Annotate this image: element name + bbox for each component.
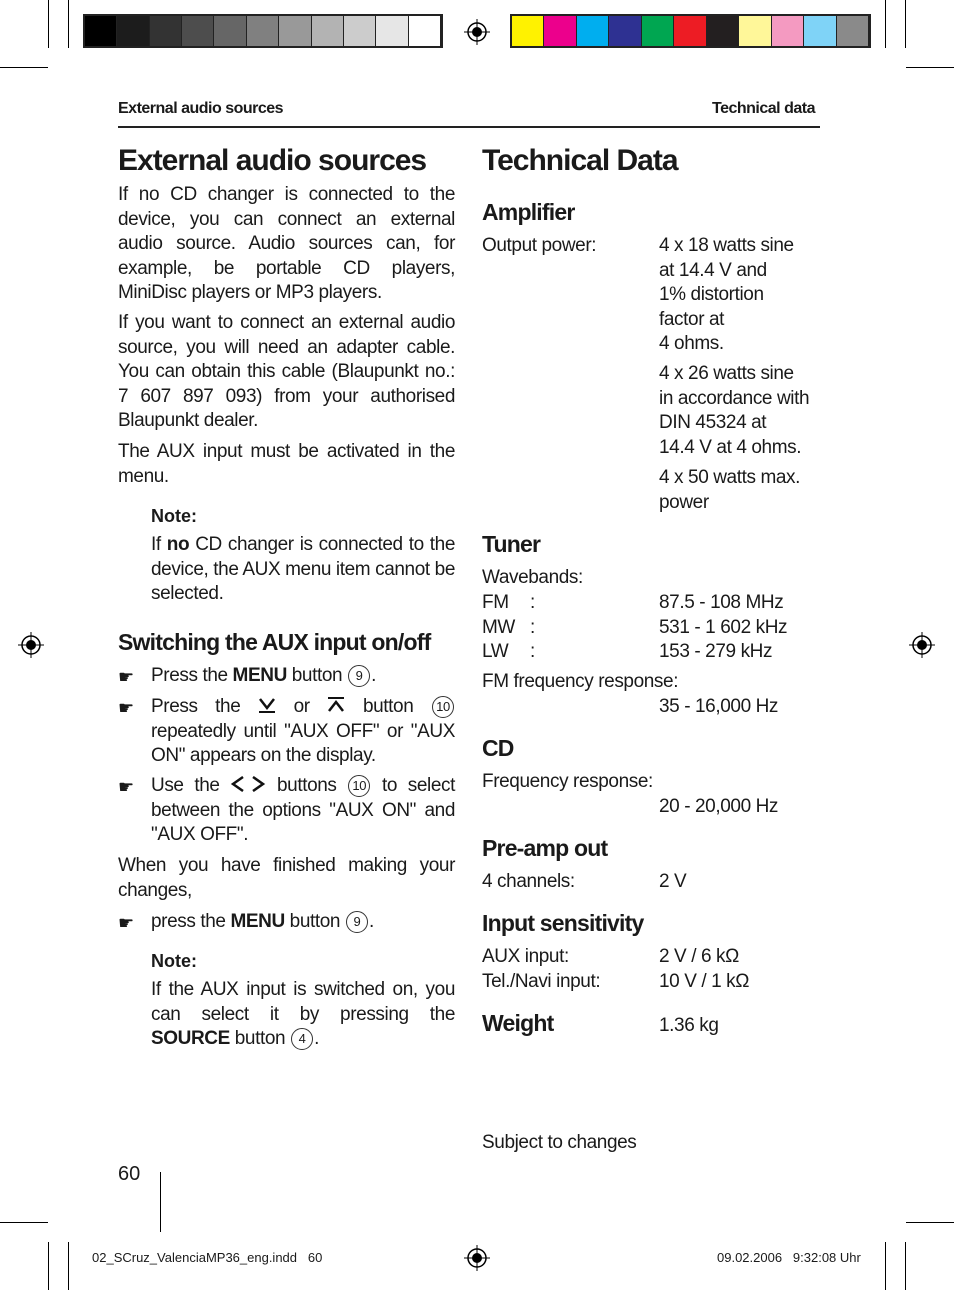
registration-mark-icon [909,632,935,658]
adapter-paragraph: If you want to connect an external audio source, you will need an adapter cable. You can obtain this cable (Blaupunkt no.: 7 607 897 093) from your authorised Blaupunkt dealer. [118,312,455,431]
crop-mark [0,67,48,68]
hand-pointer-icon: ☛ [118,913,135,933]
output-power-label: Output power: [482,235,597,256]
color-swatch [214,16,246,46]
aux-input-value: 2 V / 6 kΩ [659,946,739,967]
fm-response-label: FM frequency response: [482,671,679,692]
fm-response-value: 35 - 16,000 Hz [659,696,779,717]
color-swatch [512,16,544,46]
band-value: 531 - 1 602 kHz [659,616,788,638]
preamp-label: 4 channels: [482,871,575,892]
color-swatch [837,16,869,46]
band-colon: : [530,641,535,662]
tuner-heading: Tuner [482,531,541,557]
crop-mark [906,67,954,68]
step-item: Press the or button 10 repeatedly until "AUX OFF" or "AUX ON" appears on the display. [151,696,455,766]
page-edge-mark [160,1172,161,1232]
cd-response-value: 20 - 20,000 Hz [659,796,779,817]
button-number-badge: 9 [348,665,370,687]
band-name: MW [482,616,515,638]
spec-value-line: at 14.4 V and [659,259,767,281]
band-value: 153 - 279 kHz [659,641,773,662]
spec-value-line: 4 x 50 watts max. [659,467,801,488]
color-swatch [344,16,376,46]
color-swatch [182,16,214,46]
note-text: If the AUX input is switched on, you can select it by pressing the SOURCE button 4 . [151,979,455,1049]
hand-pointer-icon: ☛ [118,698,135,718]
spec-value-line: factor at [659,308,725,330]
color-calibration-bar [510,14,871,48]
crop-mark [48,1242,49,1290]
finish-paragraph: When you have finished making your changes, [118,855,455,901]
note-heading: Note: [151,951,197,971]
header-rule [118,126,820,128]
color-swatch [117,16,149,46]
cd-response-label: Frequency response: [482,771,653,792]
color-swatch [544,16,576,46]
output-power-value-3 [659,466,800,515]
crop-mark [48,0,49,48]
left-right-arrows-icon [230,776,266,792]
band-name: FM [482,592,509,613]
band-name: LW [482,641,509,662]
color-swatch [707,16,739,46]
output-power-value-1 [659,234,794,357]
band-value: 87.5 - 108 MHz [659,592,784,613]
footer-date: 09.02.2006 9:32:08 Uhr [717,1250,861,1265]
crop-mark [0,1222,48,1223]
footer-file: 02_SCruz_ValenciaMP36_eng.indd 60 [92,1250,323,1265]
spec-value-line: 4 x 18 watts sine [659,235,794,256]
up-arrow-icon [327,697,345,713]
spec-value-line: power [659,491,709,513]
color-swatch [312,16,344,46]
left-title: External audio sources [118,144,427,177]
color-swatch [409,16,441,46]
grayscale-calibration-bar [83,14,443,48]
color-swatch [577,16,609,46]
note-text: If no CD changer is connected to the device, the AUX menu item cannot be selected. [151,534,455,604]
color-swatch [609,16,641,46]
step-item: Use the buttons 10 to select between the options "AUX ON" and "AUX OFF". [151,775,455,845]
intro-paragraph: If no CD changer is connected to the device, you can connect an external audio source. Audio sources can, for example, be portable CD players, MiniDisc players or MP3 players. [118,184,455,303]
registration-mark-icon [18,632,44,658]
crop-mark [885,1242,886,1290]
cd-heading: CD [482,735,514,761]
color-swatch [85,16,117,46]
spec-value-line: 14.4 V at 4 ohms. [659,436,802,458]
subject-to-changes: Subject to changes [482,1132,637,1153]
section-heading: Switching the AUX input on/off [118,629,431,655]
tel-input-label: Tel./Navi input: [482,971,601,992]
color-swatch [642,16,674,46]
note-heading: Note: [151,506,197,526]
crop-mark [905,1242,906,1290]
aux-activation-paragraph: The AUX input must be activated in the menu. [118,441,455,487]
input-sensitivity-heading: Input sensitivity [482,910,644,936]
down-arrow-icon [258,697,276,713]
weight-value: 1.36 kg [659,1015,719,1036]
tel-input-value: 10 V / 1 kΩ [659,971,750,992]
button-number-badge: 10 [348,775,370,797]
spec-value-line: 4 ohms. [659,333,724,354]
page-number: 60 [118,1163,141,1185]
crop-mark [885,0,886,48]
band-colon: : [530,616,535,638]
color-swatch [150,16,182,46]
preamp-heading: Pre-amp out [482,835,608,861]
amplifier-heading: Amplifier [482,199,575,225]
crop-mark [906,1222,954,1223]
registration-mark-icon [464,19,490,45]
hand-pointer-icon: ☛ [118,667,135,687]
spec-value-line: 4 x 26 watts sine [659,363,794,384]
preamp-value: 2 V [659,871,687,892]
spec-value-line: in accordance with [659,387,810,409]
spec-value-line: 1% distortion [659,284,764,305]
color-swatch [739,16,771,46]
hand-pointer-icon: ☛ [118,777,135,797]
registration-mark-icon [464,1245,490,1271]
color-swatch [247,16,279,46]
button-number-badge: 9 [346,911,368,933]
crop-mark [905,0,906,48]
button-number-badge: 4 [291,1028,313,1050]
color-swatch [376,16,408,46]
band-colon: : [530,592,535,613]
output-power-value-2 [659,362,809,460]
running-header-right: Technical data [712,100,815,117]
step-item: press the MENU button 9 . [151,911,374,932]
color-swatch [279,16,311,46]
spec-value-line: DIN 45324 at [659,412,767,433]
button-number-badge: 10 [432,696,454,718]
weight-heading: Weight [482,1010,554,1036]
color-swatch [772,16,804,46]
wavebands-label: Wavebands: [482,567,583,588]
crop-mark [68,0,69,48]
aux-input-label: AUX input: [482,946,569,967]
step-item: Press the MENU button 9 . [151,665,376,686]
right-title: Technical Data [482,144,678,177]
running-header-left: External audio sources [118,100,284,117]
crop-mark [68,1242,69,1290]
color-swatch [804,16,836,46]
color-swatch [674,16,706,46]
